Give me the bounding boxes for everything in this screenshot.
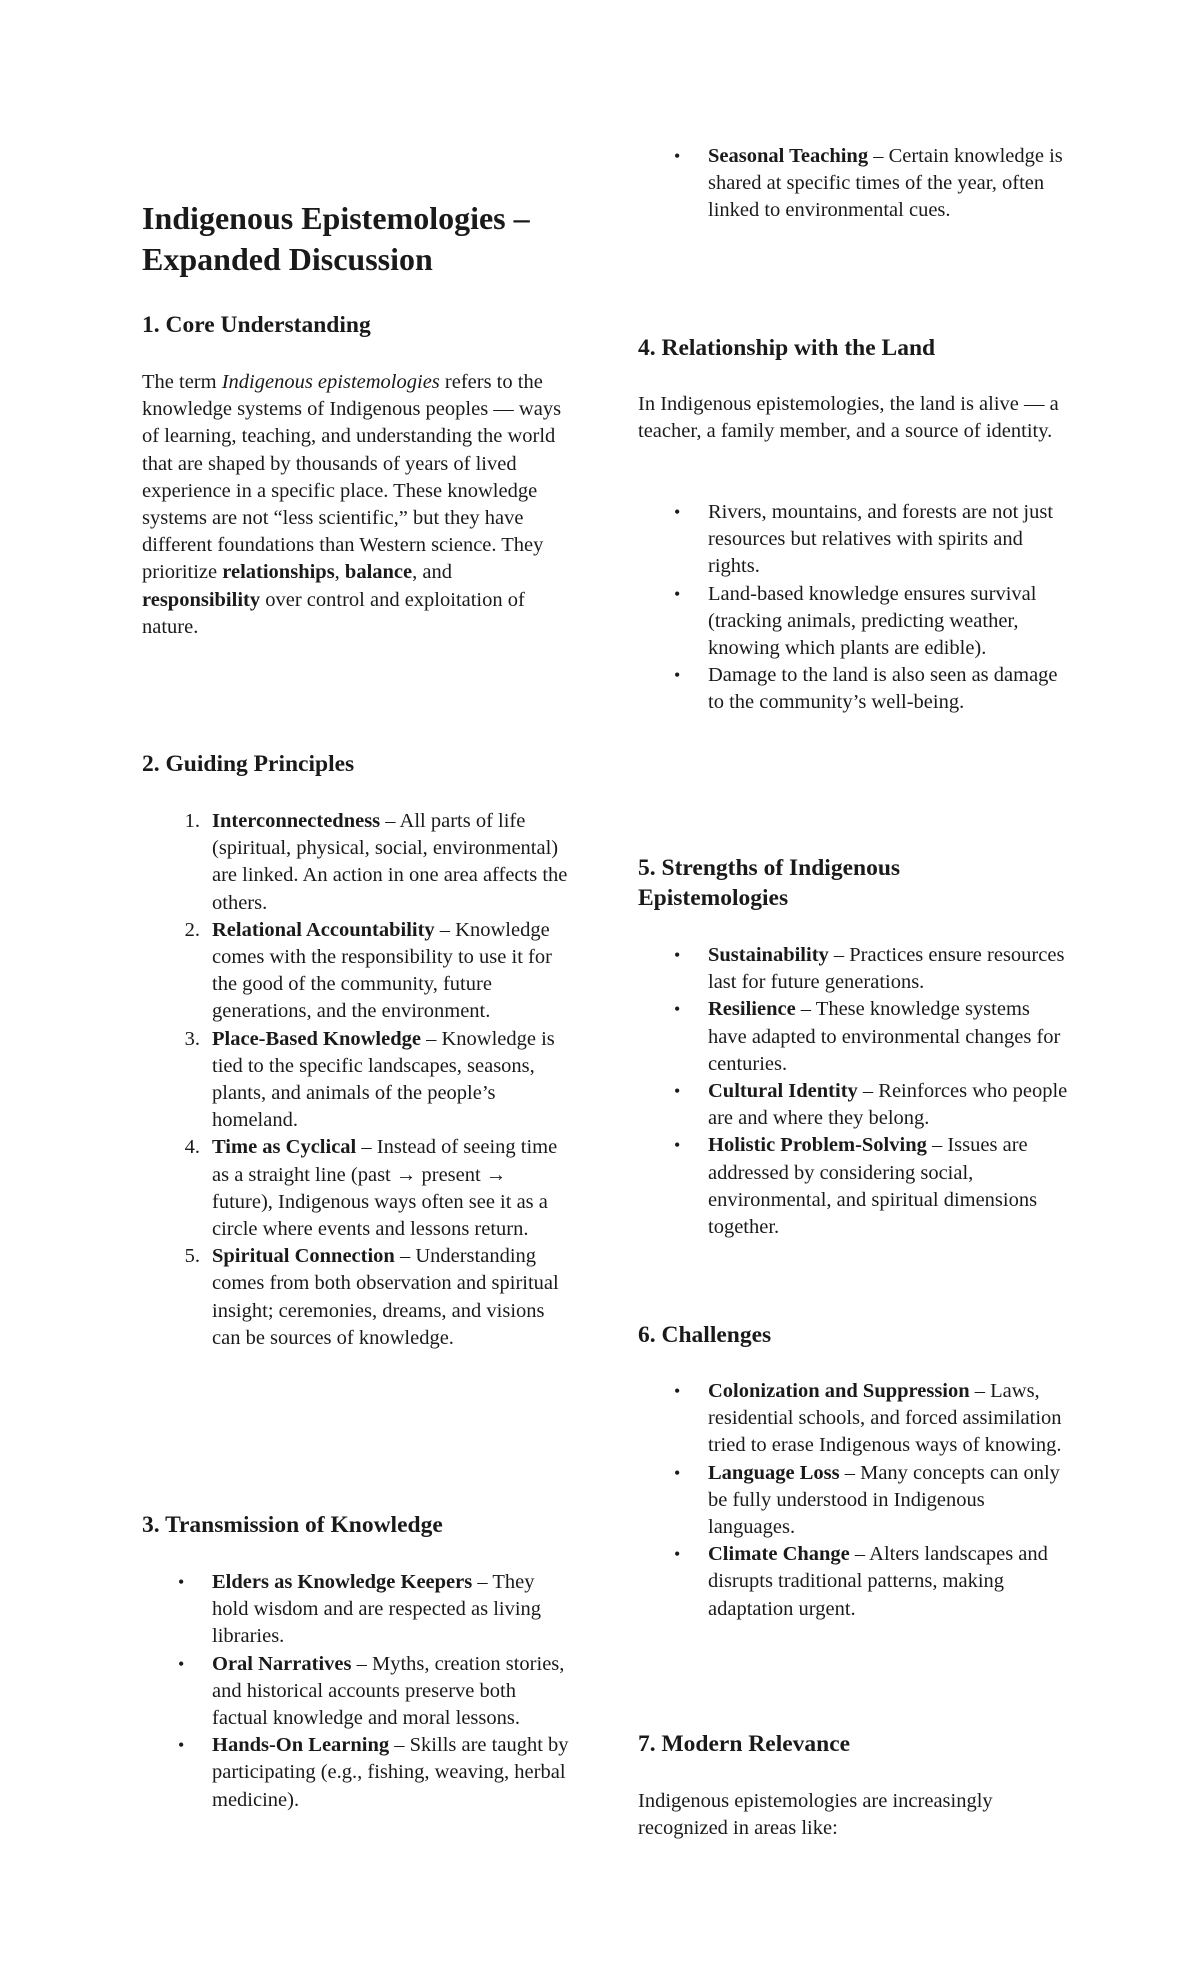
list-number: 4. (184, 1136, 200, 1159)
list-item (638, 1541, 1068, 1623)
item-term: Hands-On Learning (212, 1734, 390, 1757)
item-text: – Certain knowledge is shared at specific times of the year, often linked to environmental cues. (708, 145, 1063, 222)
bullet-icon: • (674, 945, 681, 965)
bullet-icon: • (178, 1735, 185, 1756)
item-text: – These knowledge systems have adapted to environmental changes for centuries. (708, 998, 1061, 1075)
list-item (142, 808, 572, 917)
core-text-start: The term (142, 371, 222, 393)
bullet-icon: • (674, 1544, 681, 1565)
item-text: – Alters landscapes and disrupts traditional patterns, making adaptation urgent. (708, 1543, 1048, 1620)
item-term: Time as Cyclical (212, 1136, 357, 1159)
modern-intro: Indigenous epistemologies are increasingly recognized in areas like: (638, 1790, 993, 1840)
item-text: – Knowledge comes with the responsibility to use it for the good of the community, future generations, and the environment. (212, 918, 552, 1023)
item-text: Land-based knowledge ensures survival (tracking animals, predicting weather, knowing which plants are edible). (708, 582, 1037, 660)
item-text: – Practices ensure resources last for future generations. (708, 944, 1065, 994)
section-heading-challenges: 6. Challenges (638, 1322, 772, 1348)
land-list (638, 499, 1068, 717)
bullet-icon: • (674, 1381, 681, 1401)
bullet-icon: • (674, 1135, 681, 1156)
list-item (142, 1651, 572, 1733)
bullet-icon: • (178, 1572, 185, 1592)
list-number: 1. (184, 810, 200, 832)
item-term: Climate Change (708, 1543, 850, 1566)
list-item (142, 1569, 572, 1651)
bullet-icon: • (674, 583, 681, 604)
section-heading-modern: 7. Modern Relevance (638, 1731, 851, 1757)
section-heading-land: 4. Relationship with the Land (638, 335, 936, 361)
list-item (638, 662, 1068, 716)
list-item (638, 143, 1068, 225)
section-heading-strengths: 5. Strengths of Indigenous Epistemologies (638, 855, 901, 911)
core-paragraph (142, 369, 572, 641)
section-heading-core: 1. Core Understanding (142, 312, 371, 338)
item-text: – Understanding comes from both observation and spiritual insight; ceremonies, dreams, and visions can be sources of knowledge. (212, 1245, 559, 1349)
item-text: Rivers, mountains, and forests are not just resources but relatives with spirits and rights. (708, 501, 1054, 578)
item-term: Resilience (708, 998, 796, 1021)
item-term: Cultural Identity (708, 1080, 858, 1103)
document-title: Indigenous Epistemologies – Expanded Discussion (142, 200, 530, 277)
core-text-mid: refers to the knowledge systems of Indigenous peoples — ways of learning, teaching, and understanding the world that are shaped by thousands of years of lived experience in a specific place. These knowledge systems are not “less scientific,” but they have different foundations than Western science. They prioritize (142, 371, 562, 584)
item-text: – Laws, residential schools, and forced assimilation tried to erase Indigenous ways of knowing. (708, 1380, 1062, 1457)
item-text: – Many concepts can only be fully understood in Indigenous languages. (708, 1461, 1060, 1539)
bullet-icon: • (674, 1081, 681, 1102)
item-text: – Skills are taught by participating (e.g., fishing, weaving, herbal medicine). (212, 1734, 569, 1811)
item-term: Relational Accountability (212, 918, 435, 941)
item-text: – Issues are addressed by considering social, environmental, and spiritual dimensions together. (708, 1134, 1038, 1239)
item-text: – They hold wisdom and are respected as living libraries. (212, 1571, 542, 1648)
item-text: Damage to the land is also seen as damage to the community’s well-being. (708, 664, 1058, 714)
list-item (638, 581, 1068, 663)
bullet-icon: • (674, 999, 681, 1020)
core-term: Indigenous epistemologies (221, 371, 440, 393)
list-item (638, 1132, 1068, 1241)
list-item (638, 1460, 1068, 1542)
core-text-end: over control and exploitation of nature. (142, 588, 525, 638)
strengths-list (638, 942, 1068, 1241)
principles-list (142, 808, 572, 1352)
item-text: – Knowledge is tied to the specific landscapes, seasons, plants, and animals of the people’s homeland. (212, 1027, 555, 1132)
list-item (142, 1026, 572, 1135)
item-term: Colonization and Suppression (708, 1380, 970, 1402)
list-item (638, 942, 1068, 996)
transmission-list (142, 1569, 572, 1814)
bullet-icon: • (674, 502, 681, 522)
bullet-icon: • (674, 665, 681, 686)
list-number: 3. (184, 1027, 200, 1050)
core-sep-1: , (334, 561, 345, 584)
list-item (638, 1078, 1068, 1132)
item-term: Spiritual Connection (212, 1245, 395, 1268)
item-text: – Myths, creation stories, and historical accounts preserve both factual knowledge and moral lessons. (212, 1652, 565, 1730)
list-item (638, 499, 1068, 581)
bullet-icon: • (178, 1653, 185, 1674)
challenges-list (638, 1378, 1068, 1623)
bullet-icon: • (674, 146, 681, 166)
list-item (638, 1378, 1068, 1460)
item-term: Holistic Problem-Solving (708, 1134, 927, 1157)
core-bold-relationships: relationships (222, 561, 335, 584)
core-bold-responsibility: responsibility (142, 588, 261, 611)
section-heading-principles: 2. Guiding Principles (142, 751, 355, 777)
item-term: Oral Narratives (212, 1652, 352, 1675)
list-number: 2. (184, 918, 200, 941)
item-term: Seasonal Teaching (708, 145, 869, 167)
list-item (638, 996, 1068, 1078)
list-item (142, 1243, 572, 1352)
list-item (142, 917, 572, 1026)
list-item (142, 1732, 572, 1814)
item-text: – All parts of life (spiritual, physical, social, environmental) are linked. An action in one area affects the others. (212, 810, 568, 914)
land-intro: In Indigenous epistemologies, the land is alive — a teacher, a family member, and a source of identity. (638, 393, 1059, 443)
item-text: – Reinforces who people are and where they belong. (708, 1080, 1068, 1130)
item-text: – Instead of seeing time as a straight line (past → present → future), Indigenous ways often see it as a circle where events and lessons return. (212, 1136, 558, 1241)
core-bold-balance: balance (344, 561, 413, 584)
item-term: Sustainability (708, 944, 829, 966)
transmission-list-continued (638, 143, 1068, 225)
item-term: Place-Based Knowledge (212, 1027, 421, 1050)
core-sep-2: , and (412, 561, 452, 584)
list-number: 5. (184, 1245, 200, 1268)
bullet-icon: • (674, 1462, 681, 1483)
item-term: Interconnectedness (212, 810, 381, 832)
list-item (142, 1134, 572, 1243)
item-term: Elders as Knowledge Keepers (212, 1571, 473, 1593)
item-term: Language Loss (708, 1461, 840, 1484)
section-heading-transmission: 3. Transmission of Knowledge (142, 1512, 443, 1538)
